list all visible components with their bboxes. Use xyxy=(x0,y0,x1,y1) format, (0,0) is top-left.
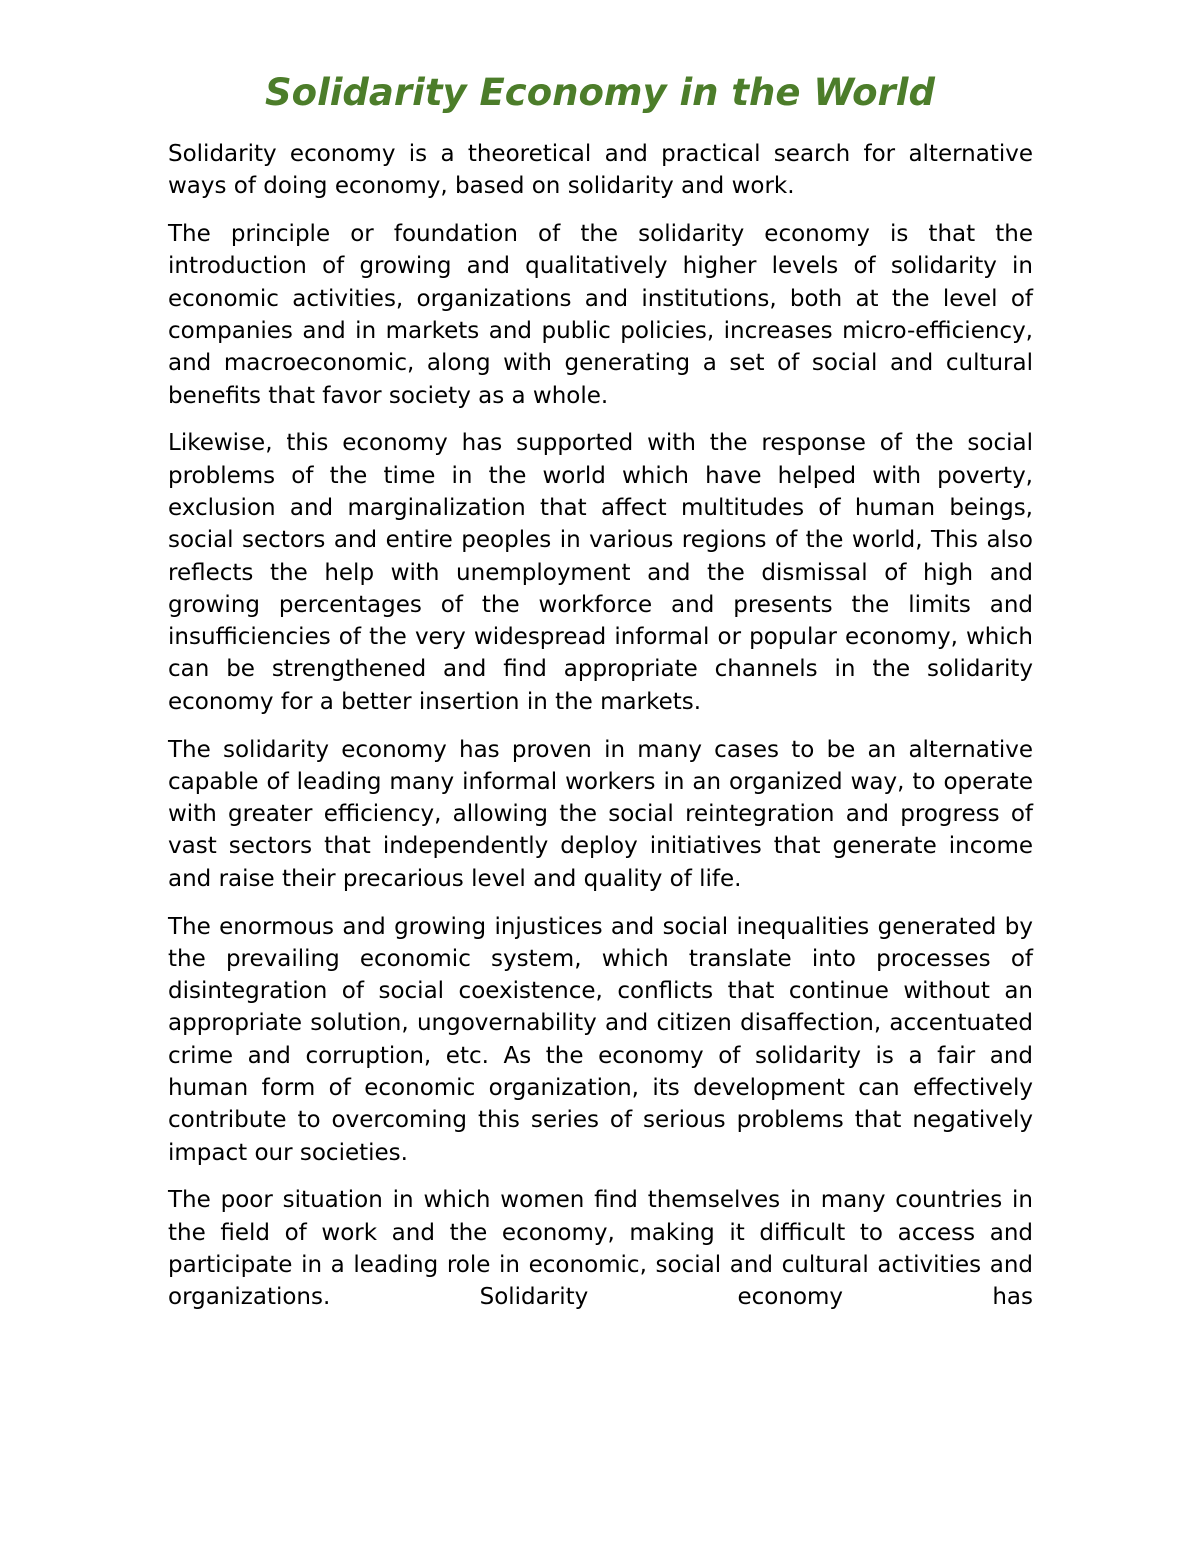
paragraph-1: Solidarity economy is a theoretical and practical search for alternative ways of doing economy, based on solidarity and work. xyxy=(168,141,1033,200)
paragraph-3: Likewise, this economy has supported with the response of the social problems of the time in the world which have helped with poverty, exclusion and marginalization that affect multitudes of human beings, social sectors and entire peoples in various regions of the world, This also reflects the help with unemployment and the dismissal of high and growing percentages of the workforce and presents the limits and insufficiencies of the very widespread informal or popular economy, which can be strengthened and find appropriate channels in the solidarity economy for a better insertion in the markets. xyxy=(168,430,1033,715)
paragraph-5: The enormous and growing injustices and social inequalities generated by the prevailing economic system, which translate into processes of disintegration of social coexistence, conflicts that continue without an appropriate solution, ungovernability and citizen disaffection, accentuated crime and corruption, etc. As the economy of solidarity is a fair and human form of economic organization, its development can effectively contribute to overcoming this series of serious problems that negatively impact our societies. xyxy=(168,913,1033,1166)
paragraph-2: The principle or foundation of the solidarity economy is that the introduction of growing and qualitatively higher levels of solidarity in economic activities, organizations and institutions, both at the level of companies and in markets and public policies, increases micro-efficiency, and macroeconomic, along with generating a set of social and cultural benefits that favor society as a whole. xyxy=(168,221,1033,409)
document-title: Solidarity Economy in the World xyxy=(265,71,935,114)
document-body xyxy=(168,138,1033,1329)
paragraph-4: The solidarity economy has proven in many cases to be an alternative capable of leading many informal workers in an organized way, to operate with greater efficiency, allowing the social reintegration and progress of vast sectors that independently deploy initiatives that generate income and raise their precarious level and quality of life. xyxy=(168,736,1033,892)
paragraph-6: The poor situation in which women find themselves in many countries in the field of work and the economy, making it difficult to access and participate in a leading role in economic, social and cultural activities and organizations. Solidarity economy has xyxy=(168,1187,1033,1311)
